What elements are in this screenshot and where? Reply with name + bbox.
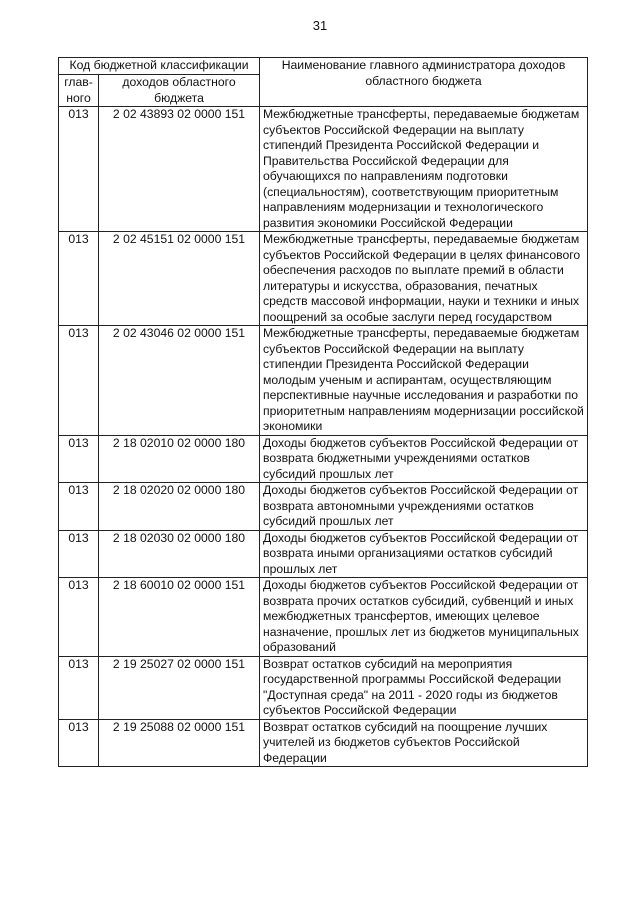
revenue-name-cell: Межбюджетные трансферты, передаваемые бюджетам субъектов Российской Федерации на выплату стипендии Президента Российской Федерации молодым ученым и аспирантам, осуществляющим перспективные научные исследования и разработки по приоритетным направлениям модернизации российской экономики: [260, 326, 588, 436]
header-administrator-name: Наименование главного администратора доходов областного бюджета: [260, 58, 588, 107]
admin-code-cell: 013: [59, 107, 99, 232]
table-row: [59, 483, 588, 531]
header-main-administrator: глав- ного: [59, 75, 99, 107]
revenue-name-cell: Доходы бюджетов субъектов Российской Федерации от возврата иными организациями остатков субсидий прошлых лет: [260, 530, 588, 578]
revenue-code-cell: 2 02 43893 02 0000 151: [99, 107, 260, 232]
revenue-name-cell: Доходы бюджетов субъектов Российской Федерации от возврата прочих остатков субсидий, субвенций и иных межбюджетных трансфертов, имеющих целевое назначение, прошлых лет из бюджетов муниципальных образований: [260, 578, 588, 657]
revenue-code-cell: 2 02 45151 02 0000 151: [99, 232, 260, 326]
revenue-code-cell: 2 18 02030 02 0000 180: [99, 530, 260, 578]
table-row: [59, 530, 588, 578]
revenue-code-cell: 2 19 25088 02 0000 151: [99, 719, 260, 767]
budget-classification-table: [58, 57, 588, 767]
admin-code-cell: 013: [59, 435, 99, 483]
table-row: [59, 578, 588, 657]
table-row: [59, 719, 588, 767]
revenue-name-cell: Доходы бюджетов субъектов Российской Федерации от возврата автономными учреждениями остатков субсидий прошлых лет: [260, 483, 588, 531]
table-row: [59, 107, 588, 232]
admin-code-cell: 013: [59, 656, 99, 719]
admin-code-cell: 013: [59, 530, 99, 578]
revenue-name-cell: Межбюджетные трансферты, передаваемые бюджетам субъектов Российской Федерации в целях финансового обеспечения расходов по выплате премий в области литературы и искусства, образования, печатных средств массовой информации, науки и техники и иных поощрений за особые заслуги перед государством: [260, 232, 588, 326]
admin-code-cell: 013: [59, 719, 99, 767]
revenue-name-cell: Доходы бюджетов субъектов Российской Федерации от возврата бюджетными учреждениями остатков субсидий прошлых лет: [260, 435, 588, 483]
table-row: [59, 656, 588, 719]
revenue-name-cell: Возврат остатков субсидий на мероприятия государственной программы Российской Федерации "Доступная среда" на 2011 - 2020 годы из бюджетов субъектов Российской Федерации: [260, 656, 588, 719]
table-row: [59, 435, 588, 483]
header-revenue-code: доходов областного бюджета: [99, 75, 260, 107]
revenue-code-cell: 2 19 25027 02 0000 151: [99, 656, 260, 719]
revenue-code-cell: 2 18 02010 02 0000 180: [99, 435, 260, 483]
admin-code-cell: 013: [59, 483, 99, 531]
header-budget-classification-code: Код бюджетной классификации: [59, 58, 260, 75]
revenue-code-cell: 2 02 43046 02 0000 151: [99, 326, 260, 436]
page-number: 31: [312, 18, 328, 33]
revenue-code-cell: 2 18 02020 02 0000 180: [99, 483, 260, 531]
admin-code-cell: 013: [59, 232, 99, 326]
table-row: [59, 326, 588, 436]
table-header-row: [59, 58, 588, 75]
table-row: [59, 232, 588, 326]
revenue-name-cell: Межбюджетные трансферты, передаваемые бюджетам субъектов Российской Федерации на выплату стипендий Президента Российской Федерации и Правительства Российской Федерации для обучающихся по направлениям подготовки (специальностям), соответствующим приоритетным направлениям модернизации и технологического развития экономики Российской Федерации: [260, 107, 588, 232]
admin-code-cell: 013: [59, 326, 99, 436]
revenue-name-cell: Возврат остатков субсидий на поощрение лучших учителей из бюджетов субъектов Российской Федерации: [260, 719, 588, 767]
revenue-code-cell: 2 18 60010 02 0000 151: [99, 578, 260, 657]
admin-code-cell: 013: [59, 578, 99, 657]
